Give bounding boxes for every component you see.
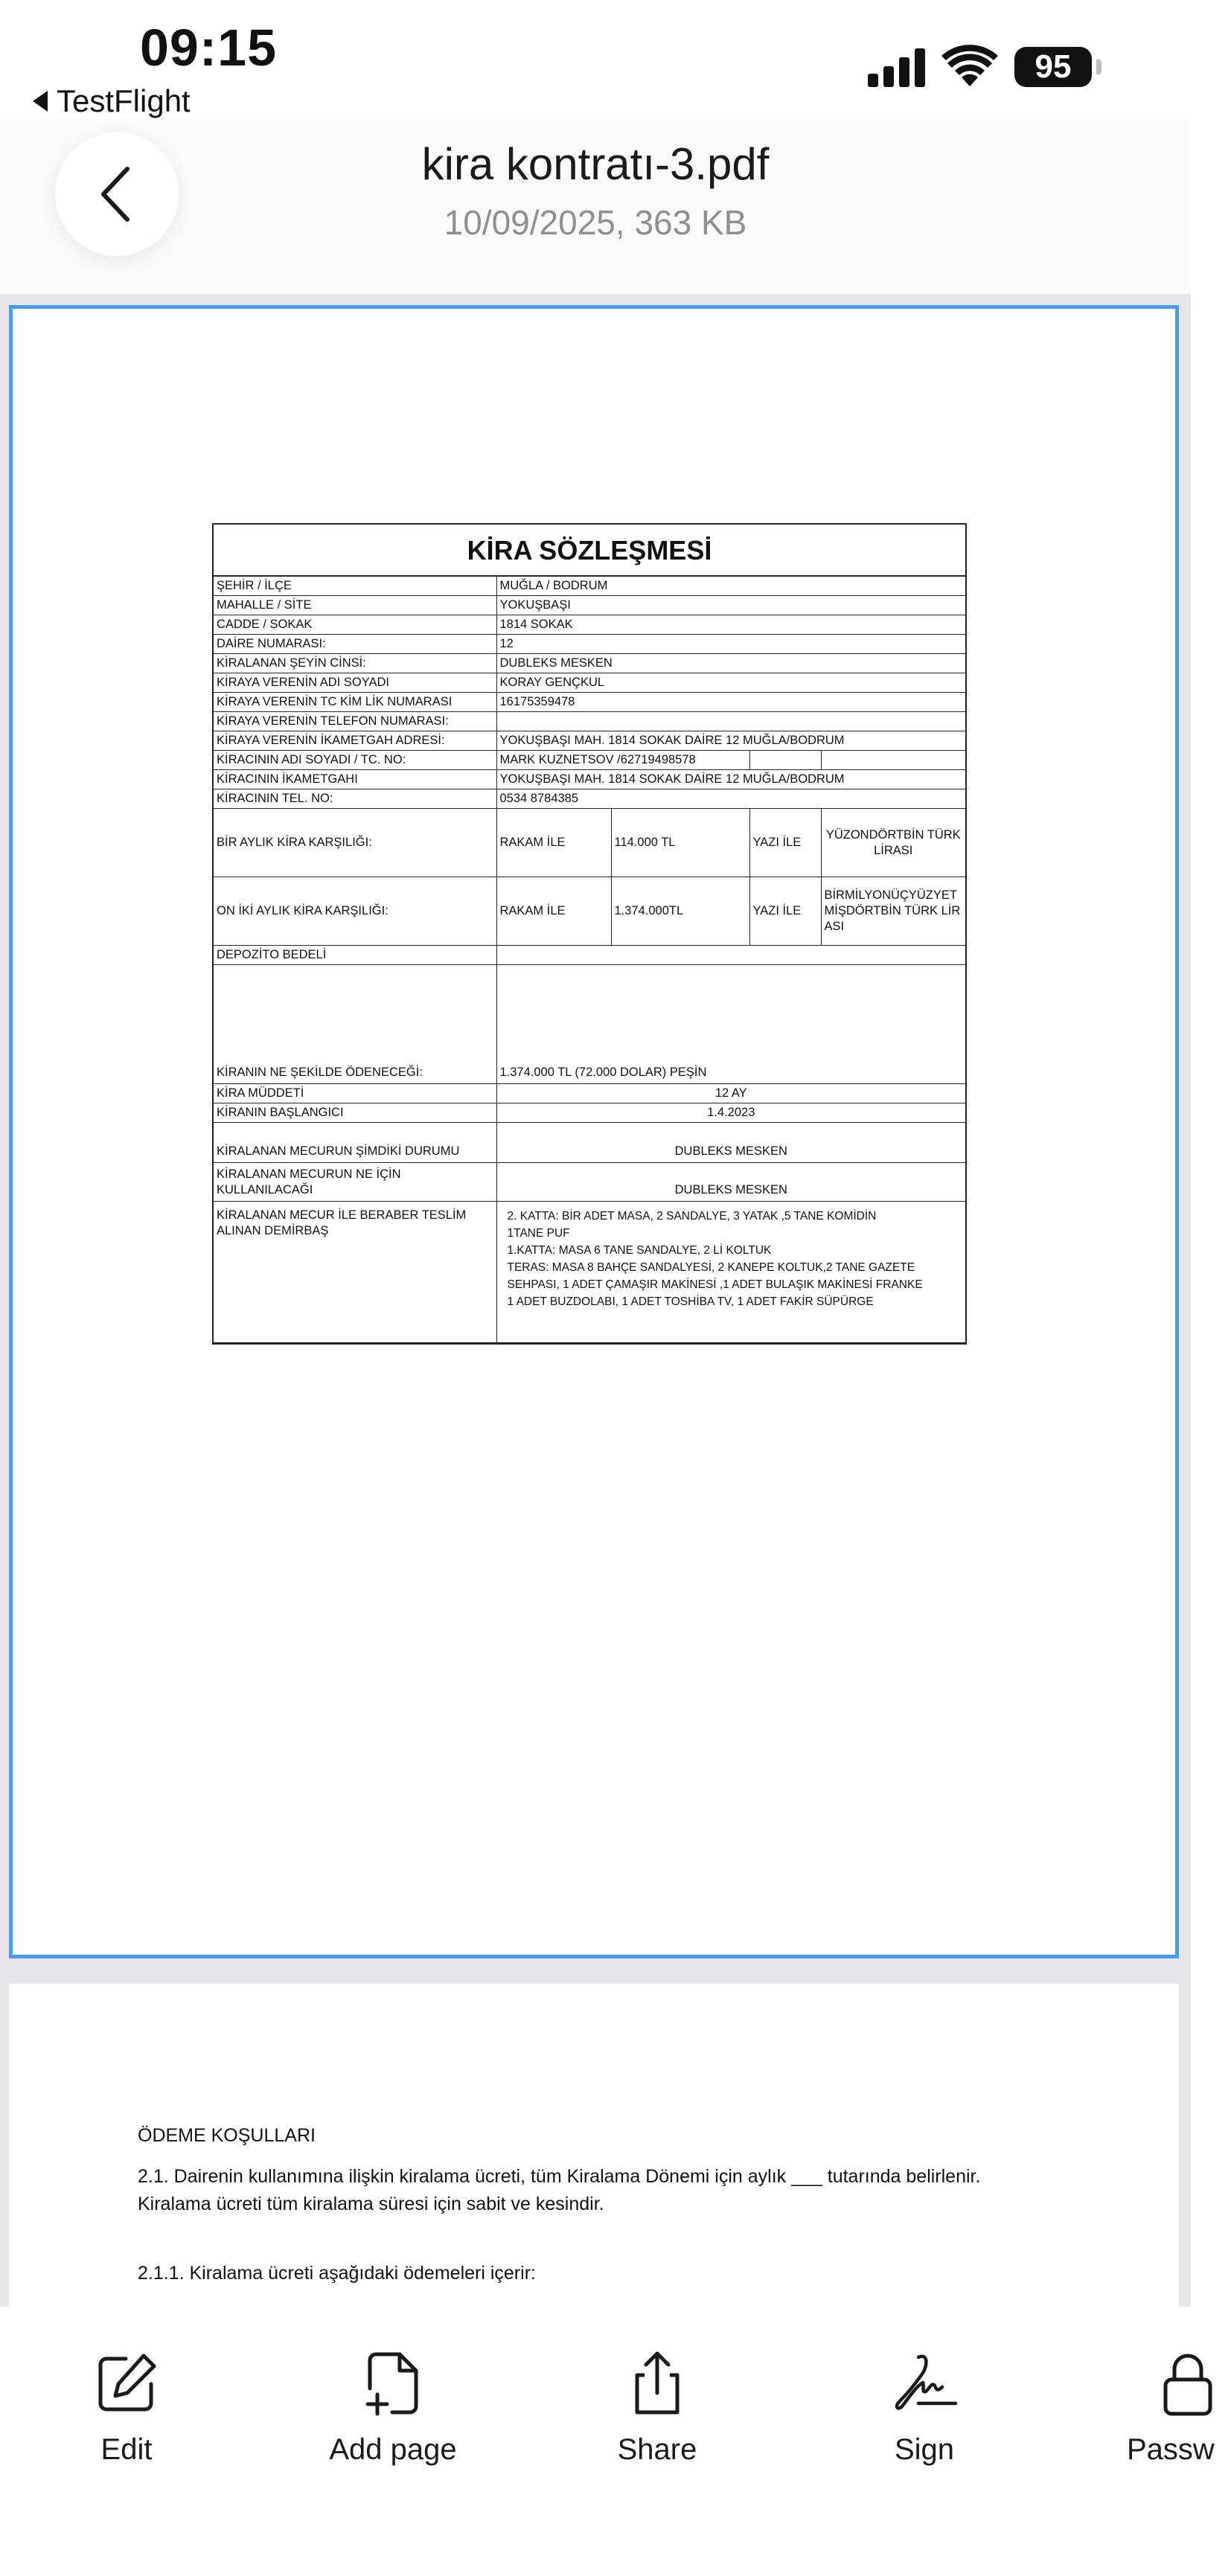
field-value: 12 AY (496, 1084, 965, 1103)
rakam-value: 114.000 TL (611, 809, 749, 877)
field-label: KİRACININ ADI SOYADI / TC. NO: (214, 751, 496, 770)
rakam-label: RAKAM İLE (496, 809, 611, 877)
field-label: ŞEHİR / İLÇE (214, 577, 496, 596)
section-paragraph: 2.1.1. Kiralama ücreti aşağıdaki ödemeleri içerir: (138, 2263, 536, 2284)
share-icon (624, 2350, 691, 2417)
status-time: 09:15 (140, 19, 278, 77)
field-label: CADDE / SOKAK (214, 615, 496, 635)
fixture-line: SEHPASI, 1 ADET ÇAMAŞIR MAKİNESİ ,1 ADET BULAŞIK MAKİNESİ FRANKE (507, 1278, 923, 1291)
rakam-label: RAKAM İLE (496, 877, 611, 946)
cellular-signal-icon (868, 47, 925, 87)
field-value: YOKUŞBAŞI MAH. 1814 SOKAK DAİRE 12 MUĞLA/BODRUM (496, 731, 965, 751)
add-page-button[interactable] (304, 2350, 482, 2467)
contract-row (214, 789, 965, 809)
field-label: KİRANIN NE ŞEKİLDE ÖDENECEĞİ: (214, 965, 496, 1084)
fixture-line: 1 ADET BUZDOLABI, 1 ADET TOSHİBA TV, 1 ADET FAKİR SÜPÜRGE (507, 1295, 874, 1308)
field-value (496, 946, 965, 965)
field-value: 12 (496, 635, 965, 654)
signature-icon (889, 2350, 960, 2417)
edit-icon (93, 2350, 160, 2417)
duration-row (214, 1084, 965, 1103)
field-value: DUBLEKS MESKEN (496, 1163, 965, 1202)
usage-row (214, 1163, 965, 1202)
field-value: DUBLEKS MESKEN (496, 654, 965, 673)
contract-title: KİRA SÖZLEŞMESİ (214, 525, 965, 577)
contract-row (214, 751, 965, 770)
sign-button[interactable] (835, 2350, 1014, 2467)
field-label: KİRACININ TEL. NO: (214, 789, 496, 809)
yazi-label: YAZI İLE (749, 809, 821, 877)
field-value: MARK KUZNETSOV /62719498578 (496, 751, 749, 770)
lock-icon (1164, 2350, 1231, 2417)
toolbar-label: Sign (894, 2433, 955, 2466)
field-value: YOKUŞBAŞI MAH. 1814 SOKAK DAİRE 12 MUĞLA/BODRUM (496, 770, 965, 789)
fixtures-list (496, 1202, 965, 1343)
toolbar-label: Add page (329, 2433, 457, 2466)
deposit-row (214, 946, 965, 965)
field-label: KİRAYA VERENİN TC KİM LİK NUMARASI (214, 693, 496, 712)
yazi-value: YÜZONDÖRTBİN TÜRK LİRASI (821, 809, 965, 877)
contract-row (214, 654, 965, 673)
fixture-line: 1TANE PUF (507, 1227, 570, 1240)
contract-row (214, 770, 965, 789)
battery-icon (1014, 47, 1101, 87)
field-label: KİRACININ İKAMETGAHI (214, 770, 496, 789)
contract-row (214, 731, 965, 751)
password-button[interactable] (1101, 2350, 1215, 2467)
fixture-line: 2. KATTA: BİR ADET MASA, 2 SANDALYE, 3 YATAK ,5 TANE KOMİDİN (507, 1210, 877, 1223)
field-value: MUĞLA / BODRUM (496, 577, 965, 596)
field-value: KORAY GENÇKUL (496, 673, 965, 693)
contract-row (214, 596, 965, 615)
pdf-page-1[interactable] (9, 305, 1179, 1958)
toolbar-label: Edit (100, 2433, 153, 2466)
share-button[interactable] (568, 2350, 746, 2467)
field-value: 16175359478 (496, 693, 965, 712)
field-label: BİR AYLIK KİRA KARŞILIĞI: (214, 809, 496, 877)
yazi-label: YAZI İLE (749, 877, 821, 946)
back-triangle-icon (33, 91, 48, 112)
toolbar-label: Passw (1127, 2433, 1215, 2466)
contract-fields (214, 577, 965, 1343)
current-state-row (214, 1123, 965, 1163)
document-meta: 10/09/2025, 363 KB (444, 203, 747, 242)
field-label: KİRA MÜDDETİ (214, 1084, 496, 1103)
field-label: KİRALANAN MECUR İLE BERABER TESLİM ALINAN DEMİRBAŞ (214, 1202, 496, 1343)
back-app-label: TestFlight (57, 83, 191, 118)
field-label: KİRAYA VERENİN İKAMETGAH ADRESİ: (214, 731, 496, 751)
contract-row (214, 693, 965, 712)
fixtures-row (214, 1202, 965, 1343)
field-label: KİRALANAN MECURUN ŞİMDİKİ DURUMU (214, 1123, 496, 1163)
field-label: KİRAYA VERENİN TELEFON NUMARASI: (214, 712, 496, 731)
contract-row (214, 712, 965, 731)
section-paragraph: 2.1. Dairenin kullanımına ilişkin kiralama ücreti, tüm Kiralama Dönemi için aylık ___ tutarında belirlenir. Kiralama ücreti tüm kiralama süresi için sabit ve kesindir. (138, 2166, 981, 2214)
field-label: KİRAYA VERENİN ADI SOYADI (214, 673, 496, 693)
field-label: KİRALANAN MECURUN NE İÇİN KULLANILACAĞI (214, 1163, 496, 1202)
status-icons (868, 46, 1101, 88)
field-value: 0534 8784385 (496, 789, 965, 809)
rental-contract-table (212, 523, 967, 1345)
document-title: kira kontratı-3.pdf (421, 139, 770, 189)
field-value: 1814 SOKAK (496, 615, 965, 635)
contract-row (214, 615, 965, 635)
field-label: KİRANIN BAŞLANGICI (214, 1103, 496, 1123)
field-value: YOKUŞBAŞI (496, 596, 965, 615)
field-label: ON İKİ AYLIK KİRA KARŞILIĞI: (214, 877, 496, 946)
wifi-icon (941, 46, 998, 88)
field-value: 1.374.000 TL (72.000 DOLAR) PEŞİN (496, 965, 965, 1084)
field-label: DEPOZİTO BEDELİ (214, 946, 496, 965)
section-heading: ÖDEME KOŞULLARI (138, 2125, 316, 2146)
yearly-rent-row (214, 877, 965, 946)
fixture-line: TERAS: MASA 8 BAHÇE SANDALYESİ, 2 KANEPE KOLTUK,2 TANE GAZETE (507, 1261, 915, 1274)
field-label: DAİRE NUMARASI: (214, 635, 496, 654)
toolbar-label: Share (617, 2433, 697, 2466)
start-row (214, 1103, 965, 1123)
battery-level: 95 (1014, 47, 1092, 87)
fixture-line: 1.KATTA: MASA 6 TANE SANDALYE, 2 Lİ KOLTUK (507, 1244, 772, 1257)
edit-button[interactable] (37, 2350, 216, 2467)
page2-content (138, 2122, 994, 2301)
contract-row (214, 577, 965, 596)
field-label: MAHALLE / SİTE (214, 596, 496, 615)
field-label: KİRALANAN ŞEYİN CİNSİ: (214, 654, 496, 673)
contract-row (214, 635, 965, 654)
add-page-icon (359, 2350, 426, 2417)
field-value (496, 712, 965, 731)
yazi-value: BİRMİLYONÜÇYÜZYETMİŞDÖRTBİN TÜRK LİRASI (821, 877, 965, 946)
back-to-app-link[interactable] (33, 83, 191, 119)
monthly-rent-row (214, 809, 965, 877)
rakam-value: 1.374.000TL (611, 877, 749, 946)
field-value: 1.4.2023 (496, 1103, 965, 1123)
contract-row (214, 673, 965, 693)
field-value: DUBLEKS MESKEN (496, 1123, 965, 1163)
payment-row (214, 965, 965, 1084)
